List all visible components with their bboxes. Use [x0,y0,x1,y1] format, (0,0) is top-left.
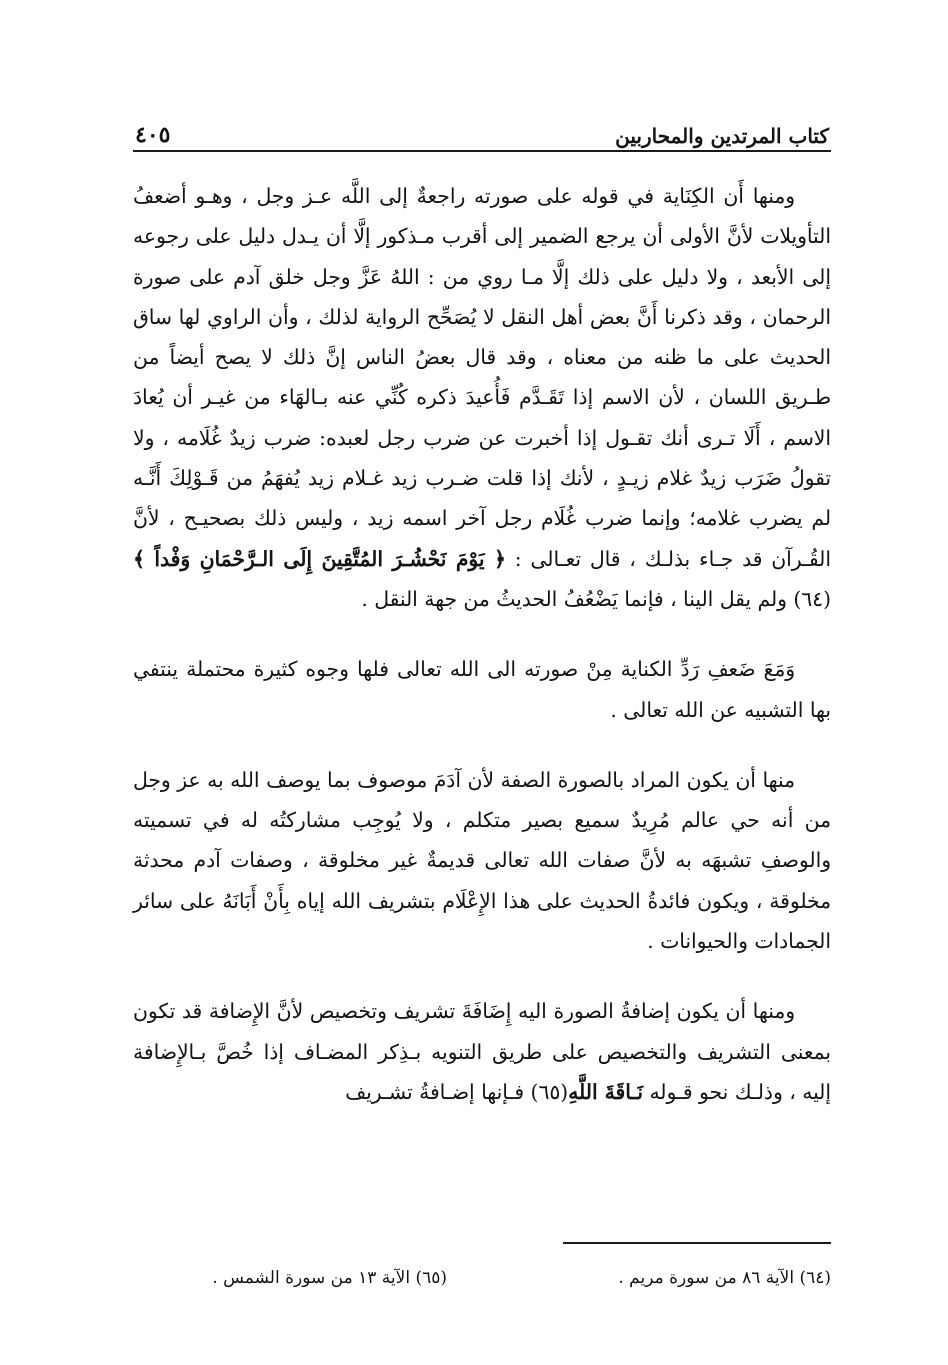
paragraph-1 [133,176,831,619]
page-number: ٤٠٥ [135,122,171,148]
paragraph-4 [133,991,831,1112]
page-header [135,112,829,148]
footnotes [133,1268,831,1308]
quran-quote: ﴿ يَوْمَ نَحْشُـرَ المُتَّقِينَ إِلَى الـرَّحْمَانِ وَفْداً ﴾ [133,546,506,571]
header-divider [133,150,831,152]
paragraph-1-tail: (٦٤) ولم يقل الينا ، فإنما يَضْعُفُ الحديثُ من جهة النقل . [361,586,831,611]
running-title: كتاب المرتدين والمحاربين [615,124,829,148]
paragraph-1-text: ومنها أَن الكِنَاية في قوله على صورته راجعةٌ إلى اللَّه عـز وجل ، وهـو أضعفُ التأويلات لأنَّ الأولى أن يرجع الضمير إلى أقرب مـذكور إلَّا أن يـدل دليل على رجوعه إلى الأبعد ، ولا دليل على ذلك إلَّا مـا روي من : اللهُ عَزَّ وجل خلق آدم على صورة الرحمان ، وقد ذكرنا أَنَّ بعض أهل النقل لا يُصَحِّح الرواية لذلك ، وأن الراوي لها ساق الحديث على ما ظنه من معناه ، وقد قال بعضُ الناس إنَّ ذلك لا يصح أيضاً من طـريق اللسان ، لأن الاسم إذا تَقَـدَّم فَأُعيدَ ذكره كُنِّي عنه بـالهَاء من غيـر أن يُعادَ الاسم ، أَلَا تـرى أنك تقـول إذا أخبرت عن ضرب رجل لعبده: ضرب زيدٌ غُلَامه ، ولا تقولُ ضَرَب زيدٌ غلام زيـدٍ ، لأنك إذا قلت ضـرب زيد غـلام زيد يُفهَمُ من قَـوْلِكَ أَنَّـه لم يضرب غلامه؛ وإنما ضرب غُلَام رجل آخر اسمه زيد ، وليس ذلك بصحيـح ، لأنَّ القُـرآن قد جـاء بذلـك ، قال تعـالى : [133,184,831,571]
body-text [133,176,831,1112]
footnote-65: (٦٥) الآية ١٣ من سورة الشمس . [212,1268,447,1288]
paragraph-3: منها أن يكون المراد بالصورة الصفة لأن آدَمَ موصوف بما يوصف الله به عز وجل من أنه حي عالم مُرِيدٌ سميع بصير متكلم ، ولا يُوجِب مشاركتُه له في تسميته والوصفِ تشبهَه به لأنَّ صفات الله تعالى قديمةٌ غير مخلوقة ، وصفات آدم محدثة مخلوقة ، ويكون فائدةُ الحديث على هذا الإِعْلَام بتشريف الله إياه بِأَنْ أَبَانَهُ على سائر الجمادات والحيوانات . [133,767,831,954]
quran-quote-2: نَـاقَةَ اللَّهِ [568,1079,643,1104]
footnote-divider [563,1242,831,1244]
paragraph-4-text: ومنها أن يكون إضافةُ الصورة اليه إِضَافَةَ تشريف وتخصيص لأنَّ الإِضافة قد تكون بمعنى التشريف والتخصيص على طريق التنويه بـذِكر المضـاف إذا خُصَّ بـالإِضافة إليه ، وذلـك نحو قـوله [133,999,831,1104]
paragraph-2: وَمَعَ ضَعفِ رَدِّ الكناية مِنْ صورته الى الله تعالى فلها وجوه كثيرة محتملة ينتفي بها التشبيه عن الله تعالى . [133,657,831,722]
paragraph-4-tail: (٦٥) فـإنها إضـافةُ تشـريف [345,1079,569,1104]
footnote-64: (٦٤) الآية ٨٦ من سورة مريم . [618,1268,831,1288]
